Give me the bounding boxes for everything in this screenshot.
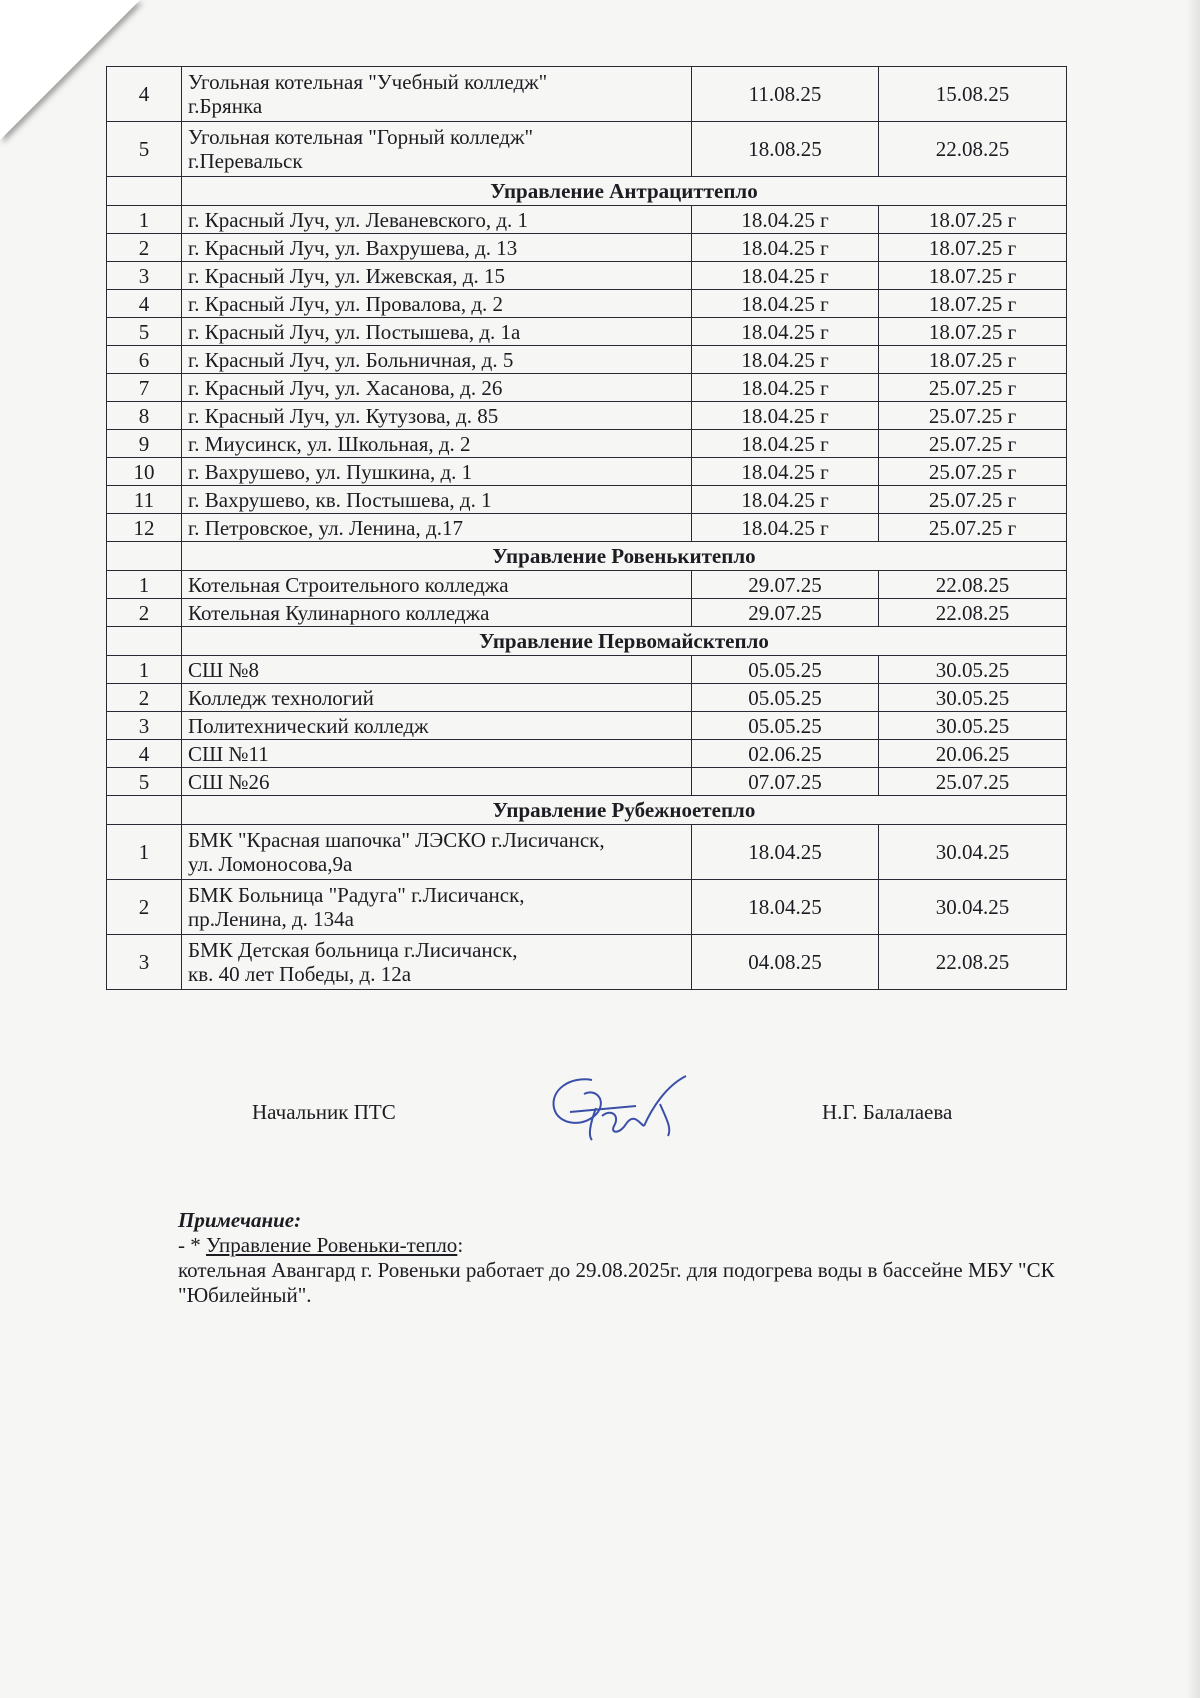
object-name-cell: [182, 514, 692, 542]
start-date: 18.04.25 г: [692, 262, 879, 290]
object-name: г. Вахрушево, кв. Постышева, д. 1: [188, 487, 492, 512]
end-date: 25.07.25 г: [879, 402, 1067, 430]
start-date: 18.04.25 г: [692, 374, 879, 402]
start-date: 18.04.25: [692, 825, 879, 880]
object-name-cell: [182, 486, 692, 514]
object-name: г. Красный Луч, ул. Кутузова, д. 85: [188, 403, 499, 428]
object-name-cell: [182, 825, 692, 880]
end-date: 25.07.25 г: [879, 514, 1067, 542]
row-number: 1: [107, 571, 182, 599]
object-name: г. Красный Луч, ул. Постышева, д. 1а: [188, 319, 521, 344]
object-name: г. Миусинск, ул. Школьная, д. 2: [188, 431, 471, 456]
end-date: 22.08.25: [879, 122, 1067, 177]
table-row: [107, 234, 1067, 262]
row-number: 3: [107, 935, 182, 990]
start-date: 18.04.25 г: [692, 402, 879, 430]
table-row: [107, 740, 1067, 768]
object-name: Угольная котельная "Горный колледж": [188, 125, 534, 149]
end-date: 22.08.25: [879, 935, 1067, 990]
object-name-cell: [182, 571, 692, 599]
start-date: 29.07.25: [692, 599, 879, 627]
row-number: 2: [107, 599, 182, 627]
group-header-row: [107, 177, 1067, 206]
object-name: СШ №26: [188, 769, 270, 794]
table-row: [107, 935, 1067, 990]
object-name-cell: [182, 206, 692, 234]
row-number: 4: [107, 290, 182, 318]
end-date: 15.08.25: [879, 67, 1067, 122]
start-date: 18.04.25: [692, 880, 879, 935]
object-name-cell: [182, 599, 692, 627]
table-row: [107, 290, 1067, 318]
row-number: 12: [107, 514, 182, 542]
table-row: [107, 346, 1067, 374]
group-header-empty-cell: [107, 796, 182, 825]
object-name-cell: [182, 122, 692, 177]
end-date: 18.07.25 г: [879, 318, 1067, 346]
object-name-cell: [182, 402, 692, 430]
group-title: Управление Рубежноетепло: [182, 796, 1067, 825]
row-number: 7: [107, 374, 182, 402]
object-name: г. Красный Луч, ул. Вахрушева, д. 13: [188, 235, 518, 260]
row-number: 4: [107, 740, 182, 768]
group-header-empty-cell: [107, 627, 182, 656]
row-number: 4: [107, 67, 182, 122]
scan-edge-shadow: [1186, 0, 1200, 1698]
object-name: Котельная Строительного колледжа: [188, 572, 509, 597]
object-name: Колледж технологий: [188, 685, 374, 710]
object-name-cell: [182, 374, 692, 402]
start-date: 18.04.25 г: [692, 206, 879, 234]
object-name: Котельная Кулинарного колледжа: [188, 600, 490, 625]
row-number: 2: [107, 684, 182, 712]
table-row: [107, 712, 1067, 740]
row-number: 1: [107, 825, 182, 880]
start-date: 18.04.25 г: [692, 486, 879, 514]
group-header-row: [107, 796, 1067, 825]
object-name-line-2: кв. 40 лет Победы, д. 12а: [188, 962, 412, 986]
end-date: 18.07.25 г: [879, 346, 1067, 374]
end-date: 18.07.25 г: [879, 234, 1067, 262]
object-name-line-2: ул. Ломоносова,9а: [188, 852, 353, 876]
table-row: [107, 514, 1067, 542]
object-name: СШ №11: [188, 741, 269, 766]
end-date: 30.05.25: [879, 684, 1067, 712]
schedule-body: [107, 67, 1067, 990]
object-name-cell: [182, 67, 692, 122]
object-name-cell: [182, 430, 692, 458]
object-name-line-2: г.Перевальск: [188, 149, 303, 173]
start-date: 18.04.25 г: [692, 346, 879, 374]
object-name: Политехнический колледж: [188, 713, 429, 738]
start-date: 04.08.25: [692, 935, 879, 990]
start-date: 11.08.25: [692, 67, 879, 122]
object-name: г. Красный Луч, ул. Ижевская, д. 15: [188, 263, 505, 288]
row-number: 5: [107, 122, 182, 177]
end-date: 22.08.25: [879, 599, 1067, 627]
signatory-name: Н.Г. Балалаева: [822, 1100, 953, 1124]
object-name-line-2: г.Брянка: [188, 94, 263, 118]
object-name-cell: [182, 458, 692, 486]
object-name-cell: [182, 768, 692, 796]
note-body: котельная Авангард г. Ровеньки работает до 29.08.2025г. для подогрева воды в бассейне МБУ "СК "Юбилейный".: [178, 1258, 1055, 1307]
table-row: [107, 880, 1067, 935]
note-line: [178, 1233, 1108, 1258]
end-date: 22.08.25: [879, 571, 1067, 599]
group-header-row: [107, 627, 1067, 656]
start-date: 18.04.25 г: [692, 318, 879, 346]
group-title: Управление Первомайсктепло: [182, 627, 1067, 656]
object-name-cell: [182, 880, 692, 935]
object-name-cell: [182, 935, 692, 990]
table-row: [107, 402, 1067, 430]
object-name-cell: [182, 346, 692, 374]
group-header-row: [107, 542, 1067, 571]
row-number: 1: [107, 656, 182, 684]
start-date: 18.04.25 г: [692, 430, 879, 458]
group-header-empty-cell: [107, 177, 182, 206]
object-name: БМК Больница "Радуга" г.Лисичанск,: [188, 883, 525, 907]
table-row: [107, 825, 1067, 880]
end-date: 25.07.25 г: [879, 486, 1067, 514]
object-name: г. Красный Луч, ул. Больничная, д. 5: [188, 347, 514, 372]
row-number: 5: [107, 318, 182, 346]
row-number: 9: [107, 430, 182, 458]
table-row: [107, 318, 1067, 346]
group-header-empty-cell: [107, 542, 182, 571]
object-name-cell: [182, 684, 692, 712]
end-date: 18.07.25 г: [879, 262, 1067, 290]
table-row: [107, 768, 1067, 796]
object-name-line-2: пр.Ленина, д. 134а: [188, 907, 354, 931]
object-name-cell: [182, 656, 692, 684]
row-number: 1: [107, 206, 182, 234]
table-row: [107, 206, 1067, 234]
start-date: 07.07.25: [692, 768, 879, 796]
signatory-position: Начальник ПТС: [252, 1100, 396, 1124]
end-date: 30.05.25: [879, 656, 1067, 684]
start-date: 18.08.25: [692, 122, 879, 177]
row-number: 2: [107, 234, 182, 262]
end-date: 25.07.25 г: [879, 374, 1067, 402]
end-date: 20.06.25: [879, 740, 1067, 768]
end-date: 30.04.25: [879, 825, 1067, 880]
table-row: [107, 67, 1067, 122]
row-number: 3: [107, 262, 182, 290]
note-management: Управление Ровеньки-тепло: [206, 1233, 458, 1257]
table-row: [107, 486, 1067, 514]
end-date: 30.04.25: [879, 880, 1067, 935]
object-name: г. Красный Луч, ул. Леваневского, д. 1: [188, 207, 529, 232]
table-row: [107, 458, 1067, 486]
object-name: СШ №8: [188, 657, 259, 682]
start-date: 18.04.25 г: [692, 458, 879, 486]
object-name-cell: [182, 712, 692, 740]
group-title: Управление Ровенькитепло: [182, 542, 1067, 571]
end-date: 18.07.25 г: [879, 206, 1067, 234]
group-title: Управление Антрациттепло: [182, 177, 1067, 206]
object-name: г. Вахрушево, ул. Пушкина, д. 1: [188, 459, 473, 484]
note-prefix: - *: [178, 1233, 206, 1257]
start-date: 05.05.25: [692, 712, 879, 740]
start-date: 05.05.25: [692, 656, 879, 684]
table-row: [107, 571, 1067, 599]
note-suffix: :: [457, 1233, 464, 1257]
object-name-cell: [182, 740, 692, 768]
object-name-cell: [182, 290, 692, 318]
table-row: [107, 430, 1067, 458]
table-row: [107, 122, 1067, 177]
end-date: 30.05.25: [879, 712, 1067, 740]
row-number: 10: [107, 458, 182, 486]
end-date: 18.07.25 г: [879, 290, 1067, 318]
start-date: 18.04.25 г: [692, 290, 879, 318]
object-name-cell: [182, 234, 692, 262]
end-date: 25.07.25: [879, 768, 1067, 796]
table-row: [107, 262, 1067, 290]
object-name: г. Петровское, ул. Ленина, д.17: [188, 515, 463, 540]
row-number: 8: [107, 402, 182, 430]
row-number: 6: [107, 346, 182, 374]
object-name-cell: [182, 262, 692, 290]
end-date: 25.07.25 г: [879, 458, 1067, 486]
table-row: [107, 374, 1067, 402]
row-number: 2: [107, 880, 182, 935]
object-name-cell: [182, 318, 692, 346]
object-name: г. Красный Луч, ул. Хасанова, д. 26: [188, 375, 503, 400]
handwritten-signature: [540, 1068, 700, 1148]
start-date: 18.04.25 г: [692, 234, 879, 262]
table-row: [107, 599, 1067, 627]
row-number: 3: [107, 712, 182, 740]
start-date: 05.05.25: [692, 684, 879, 712]
table-row: [107, 684, 1067, 712]
row-number: 11: [107, 486, 182, 514]
row-number: 5: [107, 768, 182, 796]
schedule-table: [106, 66, 1067, 990]
object-name: Угольная котельная "Учебный колледж": [188, 70, 548, 94]
end-date: 25.07.25 г: [879, 430, 1067, 458]
object-name: БМК "Красная шапочка" ЛЭСКО г.Лисичанск,: [188, 828, 605, 852]
start-date: 29.07.25: [692, 571, 879, 599]
note-block: [178, 1208, 1108, 1308]
start-date: 18.04.25 г: [692, 514, 879, 542]
start-date: 02.06.25: [692, 740, 879, 768]
table-row: [107, 656, 1067, 684]
note-heading: Примечание:: [178, 1208, 302, 1232]
object-name: БМК Детская больница г.Лисичанск,: [188, 938, 518, 962]
object-name: г. Красный Луч, ул. Провалова, д. 2: [188, 291, 503, 316]
